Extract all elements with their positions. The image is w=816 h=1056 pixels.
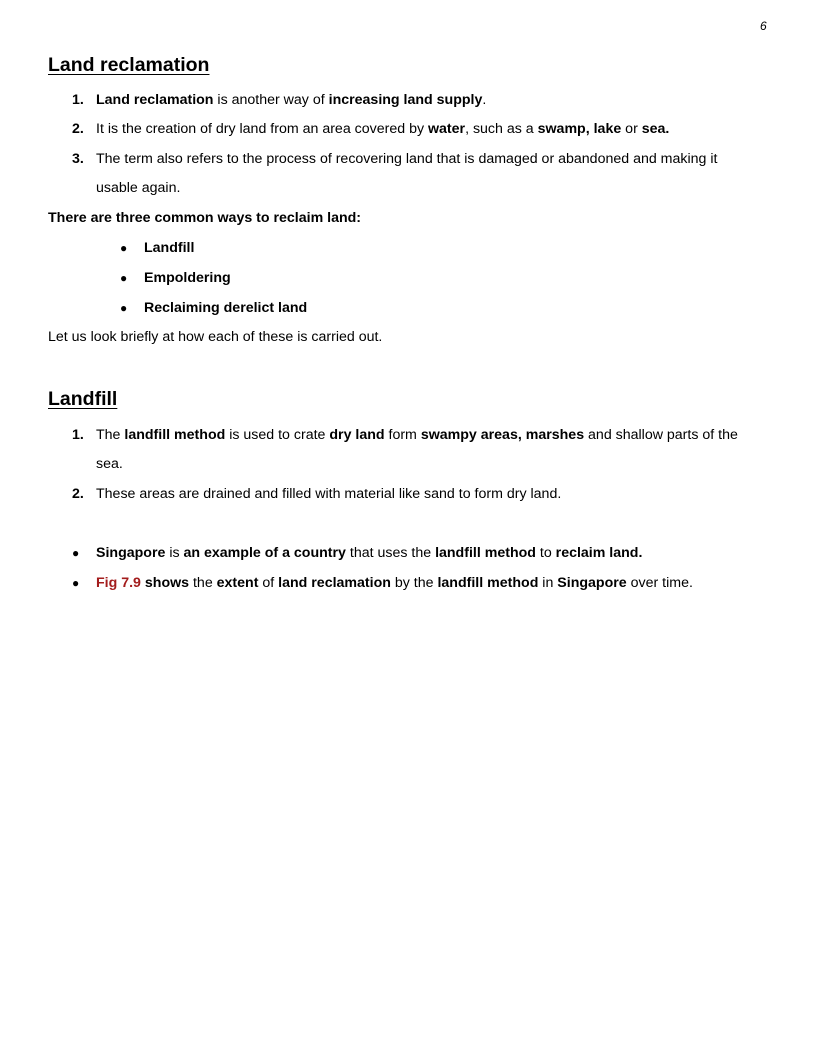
text-run: Singapore (557, 575, 627, 591)
list-item-2 (96, 122, 669, 136)
text-run: by the (390, 575, 438, 591)
text-run: land reclamation (278, 575, 391, 591)
list-number: 3. (72, 151, 84, 167)
text-run: sea. (641, 121, 670, 137)
singapore-bullet (96, 546, 642, 560)
text-run: and shallow parts of the (584, 427, 738, 443)
list-number: 1. (72, 427, 84, 443)
text-run: form (384, 427, 421, 443)
landfill-item-1-line-2: sea. (96, 456, 123, 472)
text-run: is used to crate (225, 427, 330, 443)
heading-landfill: Landfill (48, 388, 118, 410)
bullet-icon: ● (120, 241, 128, 255)
text-run: is (165, 545, 184, 561)
list-number: 2. (72, 121, 84, 137)
way-item-landfill: Landfill (144, 240, 195, 256)
text-run: in (538, 575, 558, 591)
bullet-icon: ● (72, 576, 80, 590)
text-run: an example of a country (183, 545, 346, 561)
text-run: dry land (329, 427, 385, 443)
text-run: landfill method (437, 575, 539, 591)
text-run: , such as a (465, 121, 538, 137)
text-run: is another way of (213, 92, 329, 108)
text-run: swamp, lake (537, 121, 622, 137)
page-number: 6 (760, 19, 767, 33)
text-run: The (96, 427, 125, 443)
heading-land-reclamation: Land reclamation (48, 54, 210, 76)
ways-intro: There are three common ways to reclaim land: (48, 210, 362, 226)
list-item-3-line-2: usable again. (96, 180, 181, 196)
text-run: the (189, 575, 217, 591)
text-run: Fig 7.9 (96, 575, 141, 591)
list-number: 1. (72, 92, 84, 108)
text-run: swampy areas, marshes (420, 427, 585, 443)
text-run: shows (140, 575, 190, 591)
text-run: Singapore (96, 545, 166, 561)
way-item-reclaiming-derelict-land: Reclaiming derelict land (144, 300, 308, 316)
closing-sentence: Let us look briefly at how each of these is carried out. (48, 329, 383, 345)
text-run: over time. (626, 575, 693, 591)
text-run: to (535, 545, 556, 561)
text-run: landfill method (435, 545, 536, 561)
way-item-empoldering: Empoldering (144, 270, 231, 286)
text-run: It is the creation of dry land from an area covered by (96, 121, 428, 137)
list-item-3-line-1: The term also refers to the process of recovering land that is damaged or abandoned and making it (96, 151, 718, 167)
text-run: or (621, 121, 642, 137)
text-run: landfill method (124, 427, 226, 443)
bullet-icon: ● (120, 301, 128, 315)
text-run: . (482, 92, 487, 108)
text-run: increasing land supply (328, 92, 483, 108)
text-run: water (428, 121, 466, 137)
bullet-icon: ● (72, 546, 80, 560)
text-run: extent (216, 575, 259, 591)
text-run: that uses the (345, 545, 436, 561)
text-run: Land reclamation (96, 92, 214, 108)
bullet-icon: ● (120, 271, 128, 285)
landfill-item-2: These areas are drained and filled with material like sand to form dry land. (96, 486, 562, 502)
text-run: of (258, 575, 279, 591)
landfill-item-1-line-1 (96, 428, 738, 442)
list-number: 2. (72, 486, 84, 502)
text-run: reclaim land. (555, 545, 643, 561)
fig-reference-bullet (96, 576, 693, 590)
list-item-1 (96, 93, 486, 107)
